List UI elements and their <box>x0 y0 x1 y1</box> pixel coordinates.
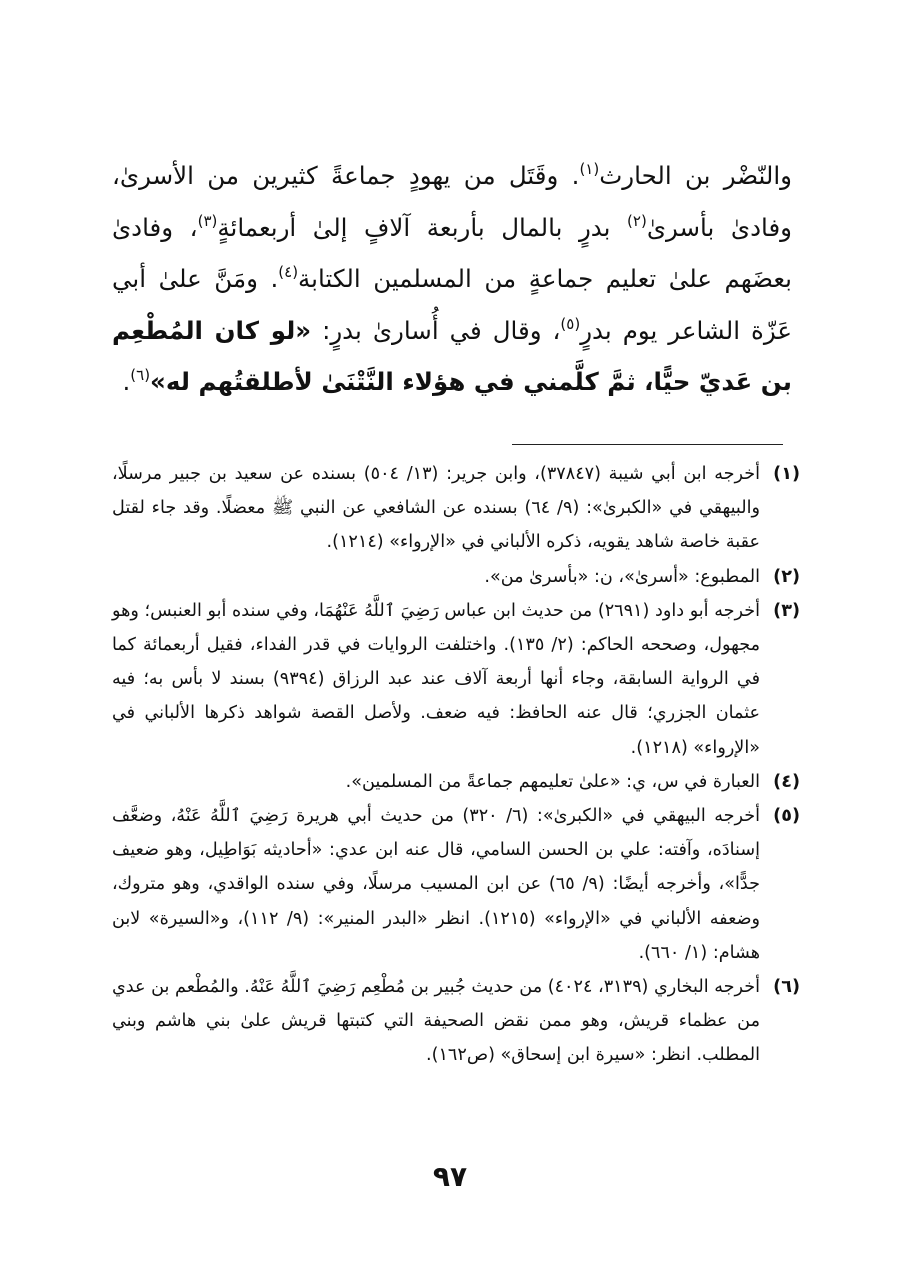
footnote-ref-5: (٥) <box>560 314 581 333</box>
text-segment: ، وقال في أُسارىٰ بدرٍ: <box>311 315 561 345</box>
footnote-6 <box>112 970 800 1073</box>
footnote-ref-2: (٢) <box>627 211 647 230</box>
footnote-1 <box>112 457 800 560</box>
main-paragraph <box>112 150 792 408</box>
footnote-text: أخرجه البخاري (٣١٣٩، ٤٠٢٤) من حديث جُبير بن مُطْعِم رَضِيَ ٱللَّهُ عَنْهُ. والمُطْعم بن عدي من عظماء قريش، وهو ممن نقض الصحيفة التي كتبتها قريش علىٰ بني هاشم وبني المطلب. انظر: «سيرة ابن إسحاق» (ص١٦٢). <box>112 977 760 1066</box>
footnote-number: (١) <box>773 464 800 484</box>
footnote-text: المطبوع: «أسرىٰ»، ن: «بأسرىٰ من». <box>484 566 760 587</box>
text-segment: بدرٍ بالمال بأربعة آلافٍ إلىٰ أربعمائةٍ <box>217 212 628 242</box>
footnotes <box>112 457 800 1073</box>
footnote-separator <box>512 444 783 445</box>
footnote-number: (٢) <box>773 566 800 587</box>
footnote-2 <box>112 560 800 594</box>
footnote-5 <box>112 799 800 970</box>
footnote-number: (٣) <box>773 600 800 621</box>
main-text <box>112 150 792 408</box>
footnote-ref-3: (٣) <box>197 211 218 230</box>
footnote-ref-4: (٤) <box>278 263 299 281</box>
footnote-number: (٤) <box>773 771 800 792</box>
footnote-ref-6: (٦) <box>130 366 151 384</box>
hadith-quote: «لو كان المُطْعِم بن عَديّ حيًّا، ثمَّ كلَّمني في هؤلاء النَّتْنَىٰ لأطلقتُهم له» <box>112 315 792 396</box>
footnote-4 <box>112 765 800 799</box>
footnote-number: (٥) <box>773 806 800 827</box>
footnote-ref-1: (١) <box>579 160 600 178</box>
footnote-text: العبارة في س، ي: «علىٰ تعليمهم جماعةً من المسلمين». <box>345 771 760 792</box>
footnote-number: (٦) <box>773 977 800 998</box>
text-segment: . ومَنَّ علىٰ أبي عَزّة الشاعر يوم بدرٍ <box>112 264 792 345</box>
footnote-3 <box>112 594 800 765</box>
footnote-text: أخرجه البيهقي في «الكبرىٰ»: (٦/ ٣٢٠) من حديث أبي هريرة رَضِيَ ٱللَّهُ عَنْهُ، وضعَّف إسنادَه، وآفته: علي بن الحسن السامي، قال عنه ابن عدي: «أحاديثه بَوَاطِيل، وهو ضعيف جدًّا»، وأخرجه أيضًا: (٩/ ٦٥) عن ابن المسيب مرسلًا، وفي سنده الواقدي، وهو متروك، وضعفه الألباني في «الإرواء» (١٢١٥). انظر «البدر المنير»: (٩/ ١١٢)، و«السيرة» لابن هشام: (١/ ٦٦٠). <box>112 806 761 963</box>
footnote-text: أخرجه ابن أبي شيبة (٣٧٨٤٧)، وابن جرير: (١٣/ ٥٠٤) بسنده عن سعيد بن جبير مرسلًا، والبيهقي في «الكبرىٰ»: (٩/ ٦٤) بسنده عن الشافعي عن النبي ﷺ معضلًا. وقد جاء لقتل عقبة خاصة شاهد يقويه، ذكره الألباني في «الإرواء» (١٢١٤). <box>112 464 760 553</box>
footnote-text: أخرجه أبو داود (٢٦٩١) من حديث ابن عباس رَضِيَ ٱللَّهُ عَنْهُمَا، وفي سنده أبو العنبس؛ وهو مجهول، وصححه الحاكم: (٢/ ١٣٥). واختلفت الروايات في قدر الفداء، فقيل أربعمائة كما في الرواية السابقة، وجاء أنها أربعة آلاف عند عبد الرزاق (٩٣٩٤) بسند لا بأس به؛ فيه عثمان الجزري؛ قال عنه الحافظ: فيه ضعف. ولأصل القصة شواهد ذكرها الألباني في «الإرواء» (١٢١٨). <box>112 600 760 758</box>
page-number: ٩٧ <box>432 1160 468 1193</box>
text-segment: . وقَتَل من يهودٍ جماعةً كثيرين من الأسرىٰ، وفادىٰ بأسرىٰ <box>112 161 792 242</box>
text-segment: والنّضْر بن الحارث <box>599 161 792 190</box>
text-segment: ، وفادىٰ بعضَهم علىٰ تعليم جماعةٍ من المسلمين الكتابة <box>112 212 792 293</box>
text-segment: . <box>122 367 131 396</box>
